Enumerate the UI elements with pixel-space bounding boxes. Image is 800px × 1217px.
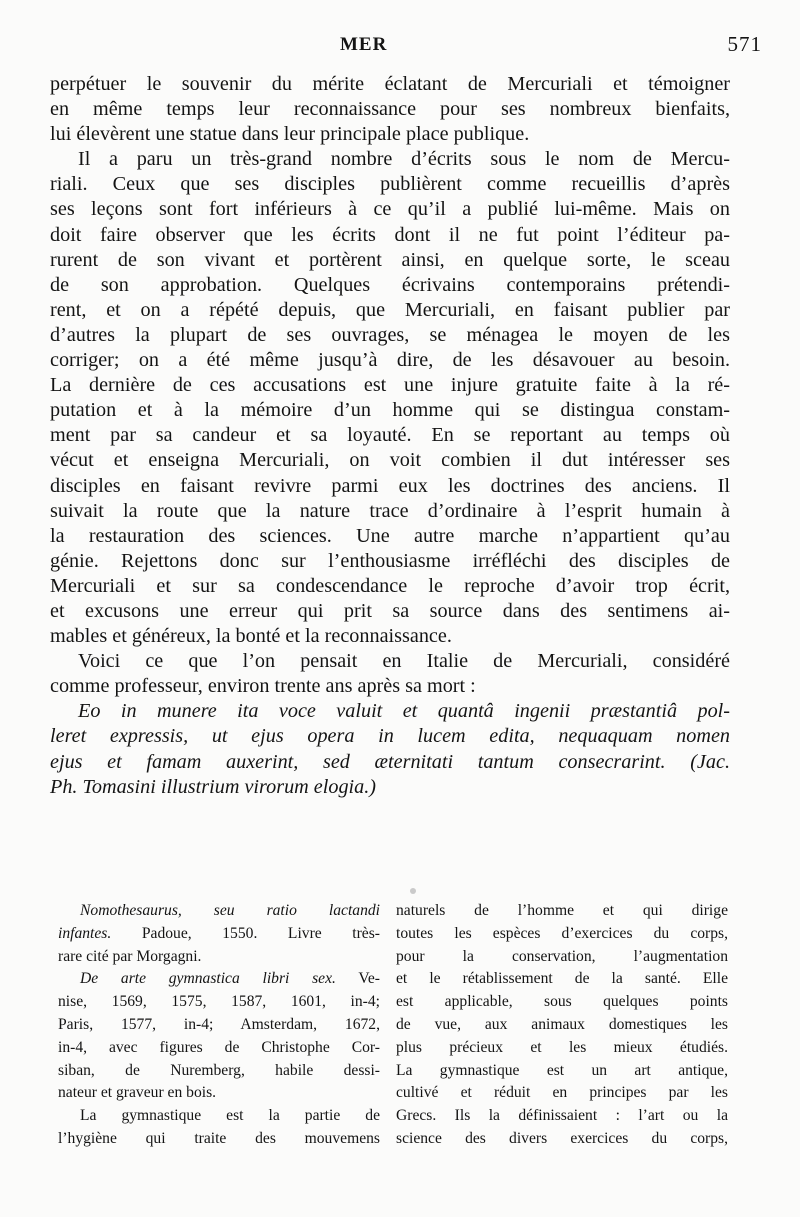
note-line: pour la conservation, l’augmentation <box>396 947 728 965</box>
footnote-column-right <box>396 900 728 1151</box>
note-line <box>58 968 380 991</box>
page-header <box>0 30 800 60</box>
note-line: de vue, aux animaux domestiques les <box>396 1015 728 1033</box>
main-text <box>50 72 730 800</box>
text-line: putation et à la mémoire d’un homme qui se distingua constam- <box>50 399 730 422</box>
text-line: vécut et enseigna Mercuriali, on voit combien il dut intéresser ses <box>50 449 730 472</box>
text-line: ses leçons sont fort inférieurs à ce qu’il a publié lui-même. Mais on <box>50 198 730 221</box>
note-line: Grecs. Ils la définissaient : l’art ou la <box>396 1107 728 1125</box>
note-text: Padoue, 1550. Livre très- <box>111 924 380 942</box>
paragraph-2 <box>50 147 730 649</box>
note-line: cultivé et réduit en principes par les <box>396 1084 728 1102</box>
footnotes <box>58 900 728 1200</box>
text-line: et excusons une erreur qui prit sa source dans des sentimens ai- <box>50 599 730 622</box>
note-line: plus précieux et les mieux étudiés. <box>396 1038 728 1056</box>
running-head: MER <box>340 34 388 55</box>
note-line: siban, de Nuremberg, habile dessi- <box>58 1061 380 1079</box>
note-line: naturels de l’homme et qui dirige <box>396 902 728 919</box>
note-line: rare cité par Morgagni. <box>58 947 202 965</box>
text-line: de son approbation. Quelques écrivains contemporains prétendi- <box>50 273 730 296</box>
footnote-column-left <box>58 900 380 1151</box>
note-line: La gymnastique est un art antique, <box>396 1061 728 1079</box>
text-line: rent, et on a répété depuis, que Mercuriali, en faisant publier par <box>50 298 730 321</box>
note-line: La gymnastique est la partie de <box>80 1107 380 1125</box>
text-line: Voici ce que l’on pensait en Italie de Mercuriali, considéré <box>78 650 730 673</box>
paragraph-3 <box>50 649 730 699</box>
text-line: en même temps leur reconnaissance pour ses nombreux bienfaits, <box>50 98 730 121</box>
note-line: Paris, 1577, in-4; Amsterdam, 1672, <box>58 1015 380 1033</box>
note-line <box>58 923 380 946</box>
note-line: et le rétablissement de la santé. Elle <box>396 970 728 988</box>
note-line: toutes les espèces d’exercices du corps, <box>396 924 728 942</box>
text-line: Il a paru un très-grand nombre d’écrits sous le nom de Mercu- <box>78 148 730 171</box>
note-line: l’hygiène qui traite des mouvemens <box>58 1129 380 1147</box>
note-line: science des divers exercices du corps, <box>396 1129 728 1147</box>
note-line: Nomothesaurus, seu ratio lactandi <box>80 902 380 919</box>
text-line: perpétuer le souvenir du mérite éclatant de Mercuriali et témoigner <box>50 73 730 95</box>
note-line: nateur et graveur en bois. <box>58 1084 217 1102</box>
note-line: est applicable, sous quelques points <box>396 993 728 1011</box>
text-line: doit faire observer que les écrits dont il ne fut point l’éditeur pa- <box>50 223 730 246</box>
text-line: lui élevèrent une statue dans leur principale place publique. <box>50 123 530 146</box>
note-line: nise, 1569, 1575, 1587, 1601, in-4; <box>58 993 380 1011</box>
text-line: d’autres la plupart de ses ouvrages, se ménagea le moyen de les <box>50 323 730 346</box>
note-italic: De arte gymnastica libri sex. <box>80 970 336 988</box>
text-line: corriger; on a été même jusqu’à dire, de les désavouer au besoin. <box>50 349 730 372</box>
text-line: comme professeur, environ trente ans après sa mort : <box>50 675 476 698</box>
text-line: suivait la route que la nature trace d’ordinaire à l’esprit humain à <box>50 499 730 522</box>
text-line: la restauration des sciences. Une autre marche n’appartient qu’au <box>50 524 730 547</box>
ink-speck <box>410 888 416 894</box>
text-line: disciples en faisant revivre parmi eux les doctrines des anciens. Il <box>50 474 730 497</box>
text-line: riali. Ceux que ses disciples publièrent comme recueillis d’après <box>50 173 730 196</box>
quote-line: Ph. Tomasini illustrium virorum elogia.) <box>50 775 377 798</box>
quote-line: Eo in munere ita voce valuit et quantâ ingenii præstantiâ pol- <box>78 700 730 723</box>
note-line: in-4, avec figures de Christophe Cor- <box>58 1038 380 1056</box>
note-text: Ve- <box>335 970 380 988</box>
text-line: mables et généreux, la bonté et la reconnaissance. <box>50 625 452 648</box>
text-line: génie. Rejettons donc sur l’enthousiasme irréfléchi des disciples de <box>50 549 730 572</box>
quote-line: ejus et famam auxerint, sed æternitati tantum consecrarint. (Jac. <box>50 750 730 773</box>
text-line: rurent de son vivant et portèrent ainsi, en quelque sorte, le sceau <box>50 248 730 271</box>
note-italic: infantes. <box>58 924 112 942</box>
text-line: ment par sa candeur et sa loyauté. En se reportant au temps où <box>50 424 730 447</box>
text-line: Mercuriali et sur sa condescendance le reproche d’avoir trop écrit, <box>50 574 730 597</box>
quote-line: leret expressis, ut ejus opera in lucem edita, nequaquam nomen <box>50 725 730 748</box>
paragraph-1 <box>50 72 730 147</box>
page-number: 571 <box>727 32 762 56</box>
text-line: La dernière de ces accusations est une injure gratuite faite à la ré- <box>50 374 730 397</box>
latin-quote <box>50 699 730 799</box>
